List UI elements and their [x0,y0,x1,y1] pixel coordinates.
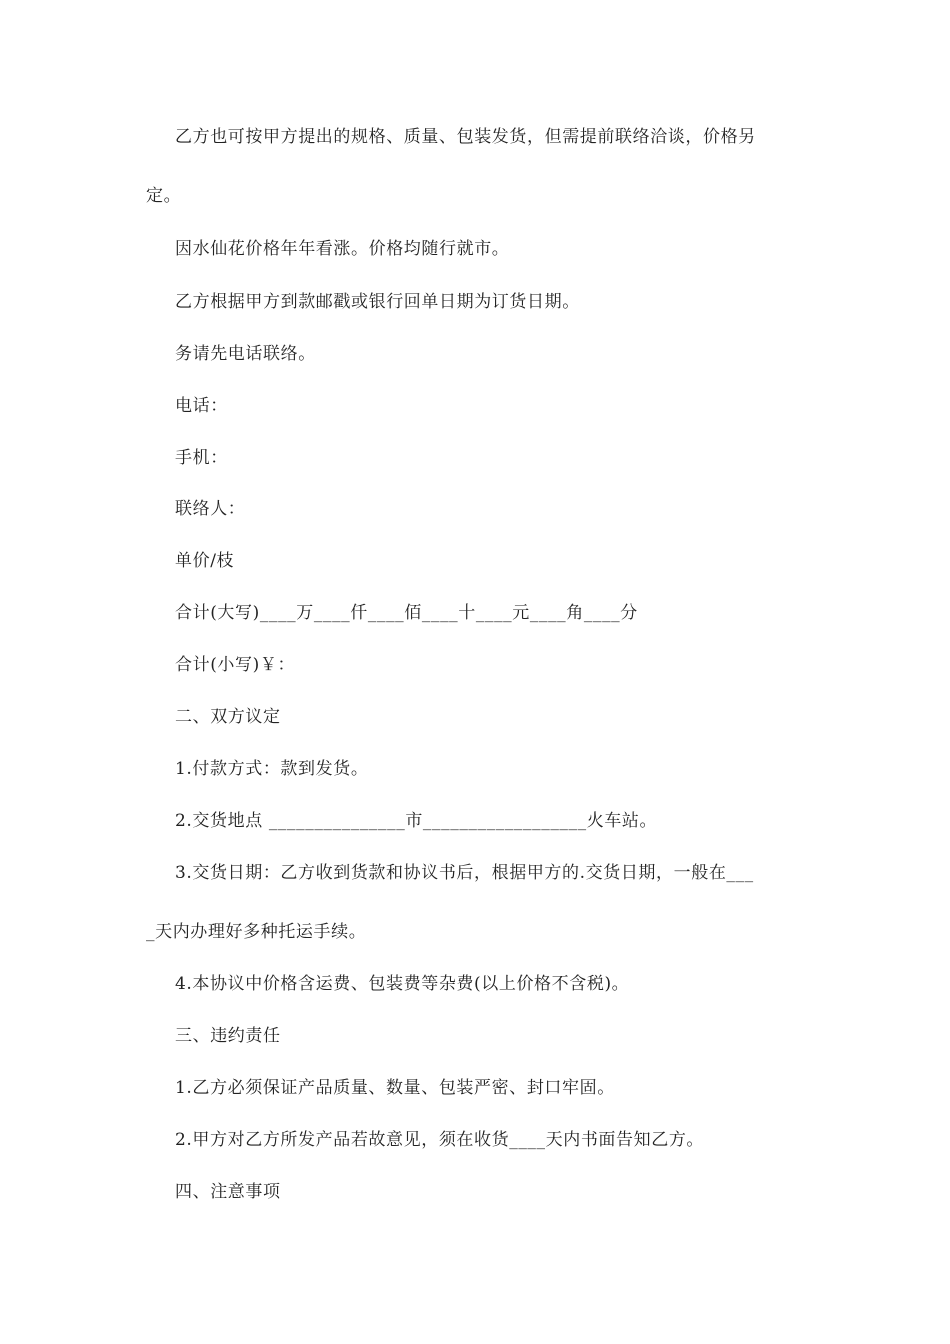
field-phone: 电话： [175,396,228,416]
section-heading-liability: 三、违约责任 [175,1026,281,1046]
paragraph-price-note: 因水仙花价格年年看涨。价格均随行就市。 [175,239,510,259]
field-contact-person: 联络人： [175,499,246,519]
clause-objection-notice: 2.甲方对乙方所发产品若故意见，须在收货____天内书面告知乙方。 [175,1130,705,1150]
field-total-uppercase: 合计(大写)____万____仟____佰____十____元____角____分 [175,603,638,623]
paragraph-shipping-spec-continued: 定。 [146,186,182,206]
field-unit-price: 单价/枝 [175,551,235,571]
clause-price-includes: 4.本协议中价格含运费、包装费等杂费(以上价格不含税)。 [175,974,630,994]
section-heading-agreement: 二、双方议定 [175,707,281,727]
clause-delivery-date-continued: _天内办理好多种托运手续。 [146,922,367,942]
paragraph-contact-first: 务请先电话联络。 [175,344,316,364]
paragraph-order-date: 乙方根据甲方到款邮戳或银行回单日期为订货日期。 [175,292,580,312]
section-heading-notes: 四、注意事项 [175,1182,281,1202]
paragraph-shipping-spec: 乙方也可按甲方提出的规格、质量、包装发货，但需提前联络洽谈，价格另 [175,127,756,147]
clause-delivery-location: 2.交货地点 _______________市__________________火车站。 [175,811,658,831]
field-total-lowercase: 合计(小写)￥： [175,655,296,675]
clause-payment-method: 1.付款方式：款到发货。 [175,759,369,779]
clause-delivery-date: 3.交货日期：乙方收到货款和协议书后，根据甲方的.交货日期，一般在___ [175,863,754,883]
clause-quality-guarantee: 1.乙方必须保证产品质量、数量、包装严密、封口牢固。 [175,1078,615,1098]
field-mobile: 手机： [175,448,228,468]
